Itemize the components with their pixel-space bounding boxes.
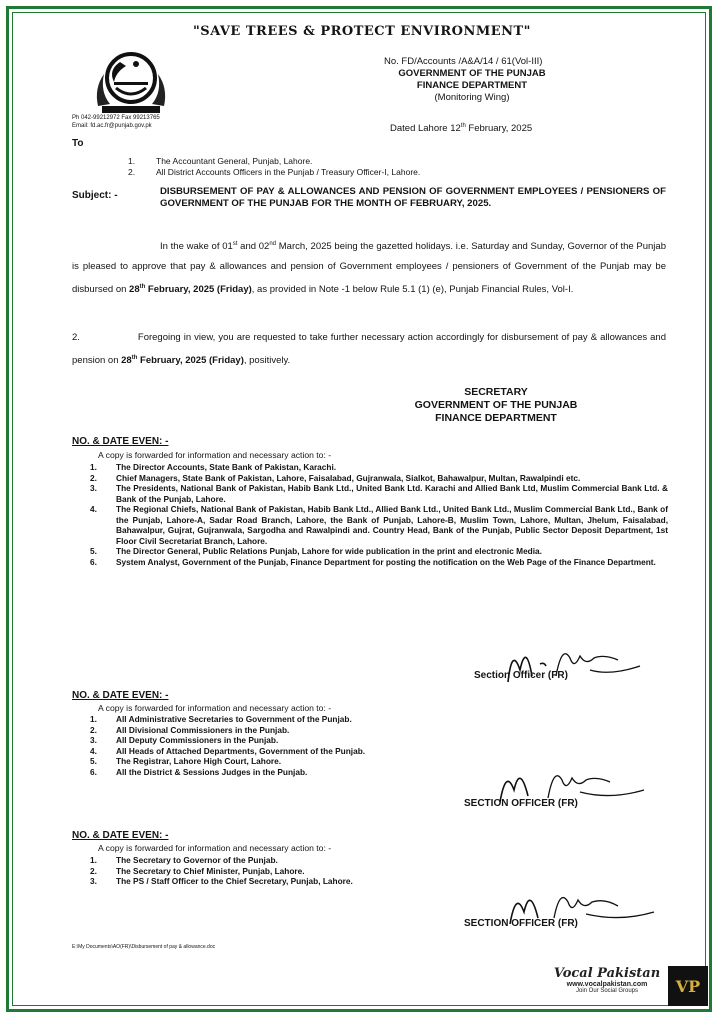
addressee-list [128,156,420,178]
paragraph-2: 2. Foregoing in view, you are requested to take further necessary action accordingly for disbursement of pay & allowances and pension on 28th February, 2025 (Friday), positively. [72,332,666,367]
list-item: 6. All the District & Sessions Judges in the Punjab. [90,766,308,777]
reference-number: No. FD/Accounts /A&A/14 / 61(Vol-III) [384,56,543,67]
list-item: 3. All Deputy Commissioners in the Punjab. [90,735,279,745]
subject-label: Subject: - [72,190,118,201]
wing-name: (Monitoring Wing) [434,92,510,103]
phone-fax: Ph 042-99212972 Fax 99213765 [72,115,160,121]
list-item: 2. All Divisional Commissioners in the Punjab. [90,724,290,735]
list-item: 1. All Administrative Secretaries to Government of the Punjab. [90,714,352,724]
department-name: FINANCE DEPARTMENT [416,80,528,91]
list-item: 4. All Heads of Attached Departments, Government of the Punjab. [90,745,366,756]
date-line: Dated Lahore 12th February, 2025 [390,123,533,135]
punjab-emblem-logo [90,48,172,118]
watermark-name: Vocal Pakistan [553,966,661,981]
even-heading: NO. & DATE EVEN: - [72,690,169,701]
secretary-department: FINANCE DEPARTMENT [435,412,557,424]
vp-badge-icon: VP [668,966,708,1006]
email: Email: fd.ac.fr@punjab.gov.pk [72,123,152,129]
list-item: 6. System Analyst, Government of the Punjab, Finance Department for posting the notification on the Web Page of the Finance Department. [90,556,656,567]
government-name: GOVERNMENT OF THE PUNJAB [398,68,546,79]
section-officer-signoff-3: SECTION OFFICER (FR) [464,918,578,929]
file-path-footer: E:\My Documents\AO(FR)\Disbursement of pay & allowance.doc [72,944,216,950]
list-item: 5. The Director General, Public Relations Punjab, Lahore for wide publication in the print and electronic Media. [90,546,542,556]
subject-text: DISBURSEMENT OF PAY & ALLOWANCES AND PENSION OF GOVERNMENT EMPLOYEES / PENSIONERS OF GOVERNMENT OF THE PUNJAB FOR THE MONTH OF FEBRUARY, 2025. [160,186,666,209]
letterhead [372,56,572,104]
forward-intro: A copy is forwarded for information and necessary action to: - [98,843,332,853]
motto: "SAVE TREES & PROTECT ENVIRONMENT" [193,24,531,39]
forward-intro: A copy is forwarded for information and necessary action to: - [98,450,332,460]
list-item: 4. The Regional Chiefs, National Bank of Pakistan, Habib Bank Ltd., Allied Bank Ltd., United Bank Ltd., Muslim Commercial Bank Ltd., Bank of the Punjab, Lahore-A, Sadar Road Branch, Lahore, the Bank of Punjab, Lahore-B, Muslim Town, Lahore, Multan, Jhelum, Faisalabad, Bahawalpur, Gujrat, Gujranwala, Sargodha and Rawalpindi and. Country Head, Bank of the Punjab, Public Sector Deposit Department, 1st Floor Civil Secretariat Branch, Lahore. [90,504,668,546]
section-officer-signoff-1: Section Officer (FR) [474,670,568,681]
secretary-government: GOVERNMENT OF THE PUNJAB [414,399,578,411]
list-item: 3. The PS / Staff Officer to the Chief Secretary, Punjab, Lahore. [90,876,353,886]
addressee-item: 1. The Accountant General, Punjab, Lahore. [128,156,313,166]
vocal-pakistan-watermark [548,966,666,994]
even-heading: NO. & DATE EVEN: - [72,830,169,841]
section-officer-signoff-2: SECTION OFFICER (FR) [464,798,578,809]
list-item: 5. The Registrar, Lahore High Court, Lahore. [90,756,282,766]
to-label: To [72,138,84,149]
list-item: 2. The Secretary to Chief Minister, Punjab, Lahore. [90,865,305,876]
secretary-title: SECRETARY [464,386,528,398]
addressee-item: 2. All District Accounts Officers in the Punjab / Treasury Officer-I, Lahore. [128,167,421,177]
watermark-social: Join Our Social Groups [575,988,639,994]
distribution-list-1 [90,462,668,567]
list-item: 2. Chief Managers, State Bank of Pakistan, Lahore, Faisalabad, Gujranwala, Sialkot, Bahawalpur, Multan, Rawalpindi etc. [90,472,581,483]
list-item: 1. The Director Accounts, State Bank of Pakistan, Karachi. [90,462,337,472]
paragraph-1: In the wake of 01st and 02nd March, 2025 being the gazetted holidays. i.e. Saturday and Sunday, Governor of the Punjab is pleased to approve that pay & allowances and pension of Government employees / pensioners of Government of the Punjab may be disbursed on 28th February, 2025 (Friday), as provided in Note -1 below Rule 5.1 (1) (e), Punjab Financial Rules, Vol-I. [72,241,666,296]
watermark-url: www.vocalpakistan.com [566,981,648,988]
list-item: 1. The Secretary to Governor of the Punjab. [90,855,278,865]
even-heading: NO. & DATE EVEN: - [72,436,169,447]
list-item: 3. The Presidents, National Bank of Pakistan, Habib Bank Ltd., United Bank Ltd. Karachi and Allied Bank Ltd, Muslim Commercial Bank Ltd. & Bank of the Punjab, Lahore. [90,483,668,504]
forward-intro: A copy is forwarded for information and necessary action to: - [98,703,332,713]
contact-info [72,114,160,130]
secretary-block [380,386,612,425]
